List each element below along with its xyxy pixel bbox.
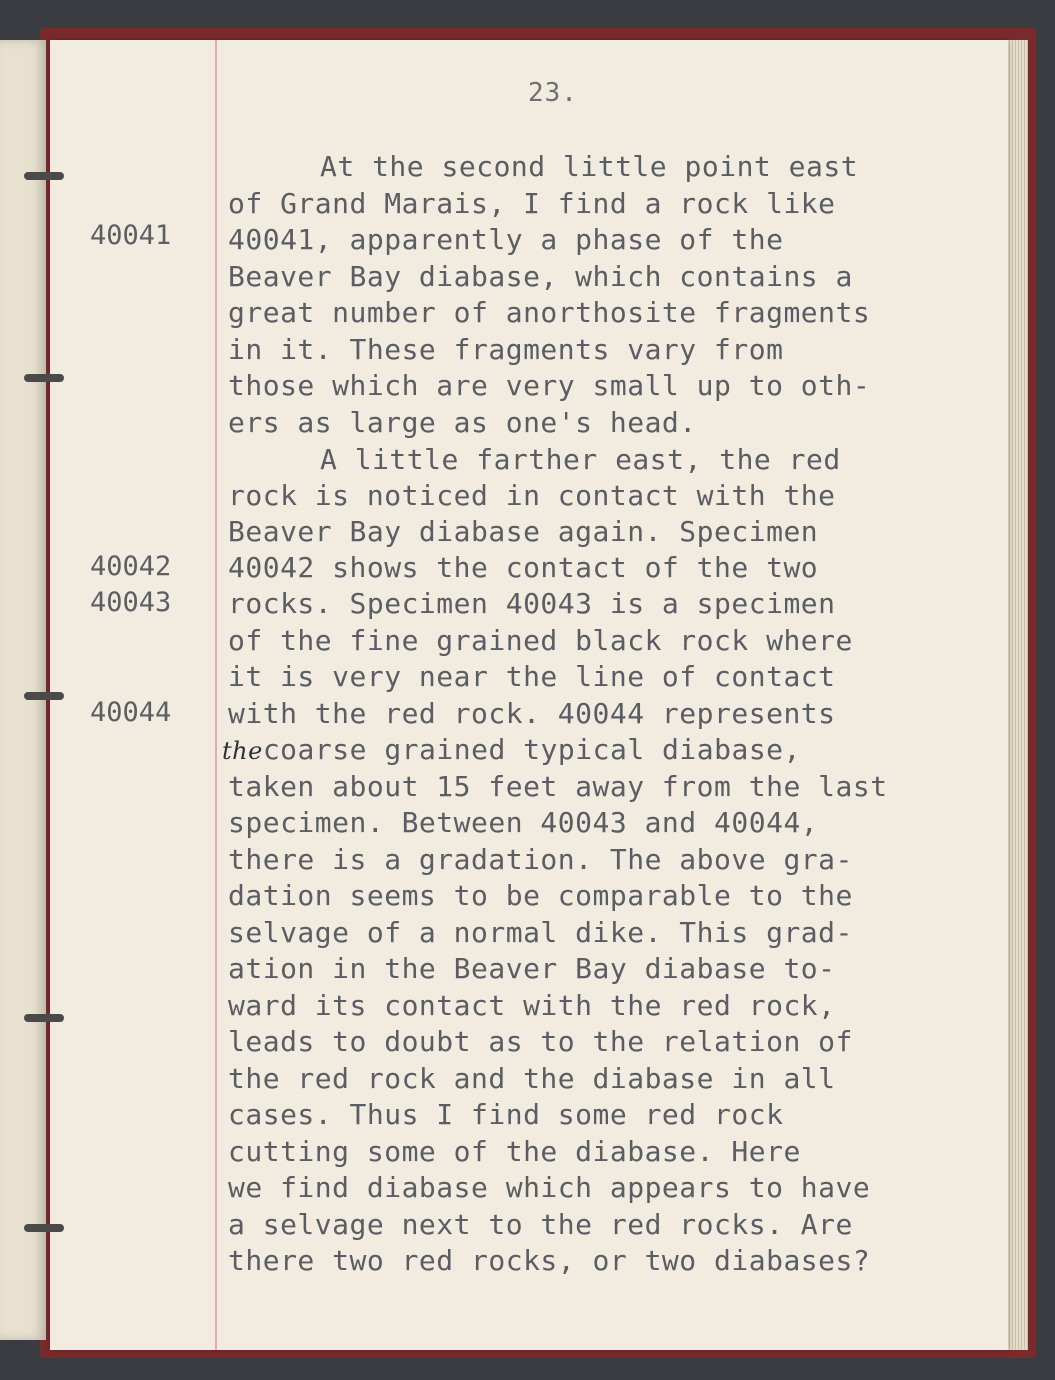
text-line: leads to doubt as to the relation of xyxy=(228,1025,853,1058)
text-line-content: coarse grained typical diabase, xyxy=(262,733,801,766)
specimen-number: 40043 xyxy=(90,587,172,618)
text-line: 40042 shows the contact of the two xyxy=(228,551,819,584)
text-line: specimen. Between 40043 and 40044, xyxy=(228,806,819,839)
text-line: of Grand Marais, I find a rock like xyxy=(228,187,836,220)
text-line: the red rock and the diabase in all xyxy=(228,1062,836,1095)
text-line: At the second little point east xyxy=(320,150,859,183)
specimen-number: 40041 xyxy=(90,220,172,251)
text-line: of the fine grained black rock where xyxy=(228,624,853,657)
text-line: taken about 15 feet away from the last xyxy=(228,770,888,803)
text-line: rocks. Specimen 40043 is a specimen xyxy=(228,587,836,620)
text-line: ward its contact with the red rock, xyxy=(228,989,836,1022)
binder-ring-icon xyxy=(24,692,64,700)
text-line: great number of anorthosite fragments xyxy=(228,296,871,329)
text-line: selvage of a normal dike. This grad- xyxy=(228,916,853,949)
handwritten-insert: the xyxy=(222,737,263,765)
text-line xyxy=(222,733,801,766)
text-line: a selvage next to the red rocks. Are xyxy=(228,1208,853,1241)
specimen-number: 40042 xyxy=(90,551,172,582)
text-line: rock is noticed in contact with the xyxy=(228,479,836,512)
text-line: in it. These fragments vary from xyxy=(228,333,784,366)
text-line: with the red rock. 40044 represents xyxy=(228,697,836,730)
binder-ring-icon xyxy=(24,172,64,180)
text-line: Beaver Bay diabase again. Specimen xyxy=(228,515,819,548)
binder-ring-icon xyxy=(24,1014,64,1022)
text-line: dation seems to be comparable to the xyxy=(228,879,853,912)
text-line: cutting some of the diabase. Here xyxy=(228,1135,801,1168)
text-line: it is very near the line of contact xyxy=(228,660,836,693)
text-line: 40041, apparently a phase of the xyxy=(228,223,784,256)
margin-line xyxy=(215,40,217,1350)
text-line: cases. Thus I find some red rock xyxy=(228,1098,784,1131)
page-number: 23. xyxy=(528,78,578,108)
binder-ring-icon xyxy=(24,1224,64,1232)
text-line: we find diabase which appears to have xyxy=(228,1171,871,1204)
binder-ring-icon xyxy=(24,374,64,382)
text-line: ation in the Beaver Bay diabase to- xyxy=(228,952,836,985)
text-line: those which are very small up to oth- xyxy=(228,369,871,402)
text-line: there two red rocks, or two diabases? xyxy=(228,1244,871,1277)
text-line: there is a gradation. The above gra- xyxy=(228,843,853,876)
text-line: A little farther east, the red xyxy=(320,443,841,476)
specimen-number: 40044 xyxy=(90,697,172,728)
facing-page xyxy=(0,40,46,1340)
text-line: Beaver Bay diabase, which contains a xyxy=(228,260,853,293)
text-line: ers as large as one's head. xyxy=(228,406,697,439)
